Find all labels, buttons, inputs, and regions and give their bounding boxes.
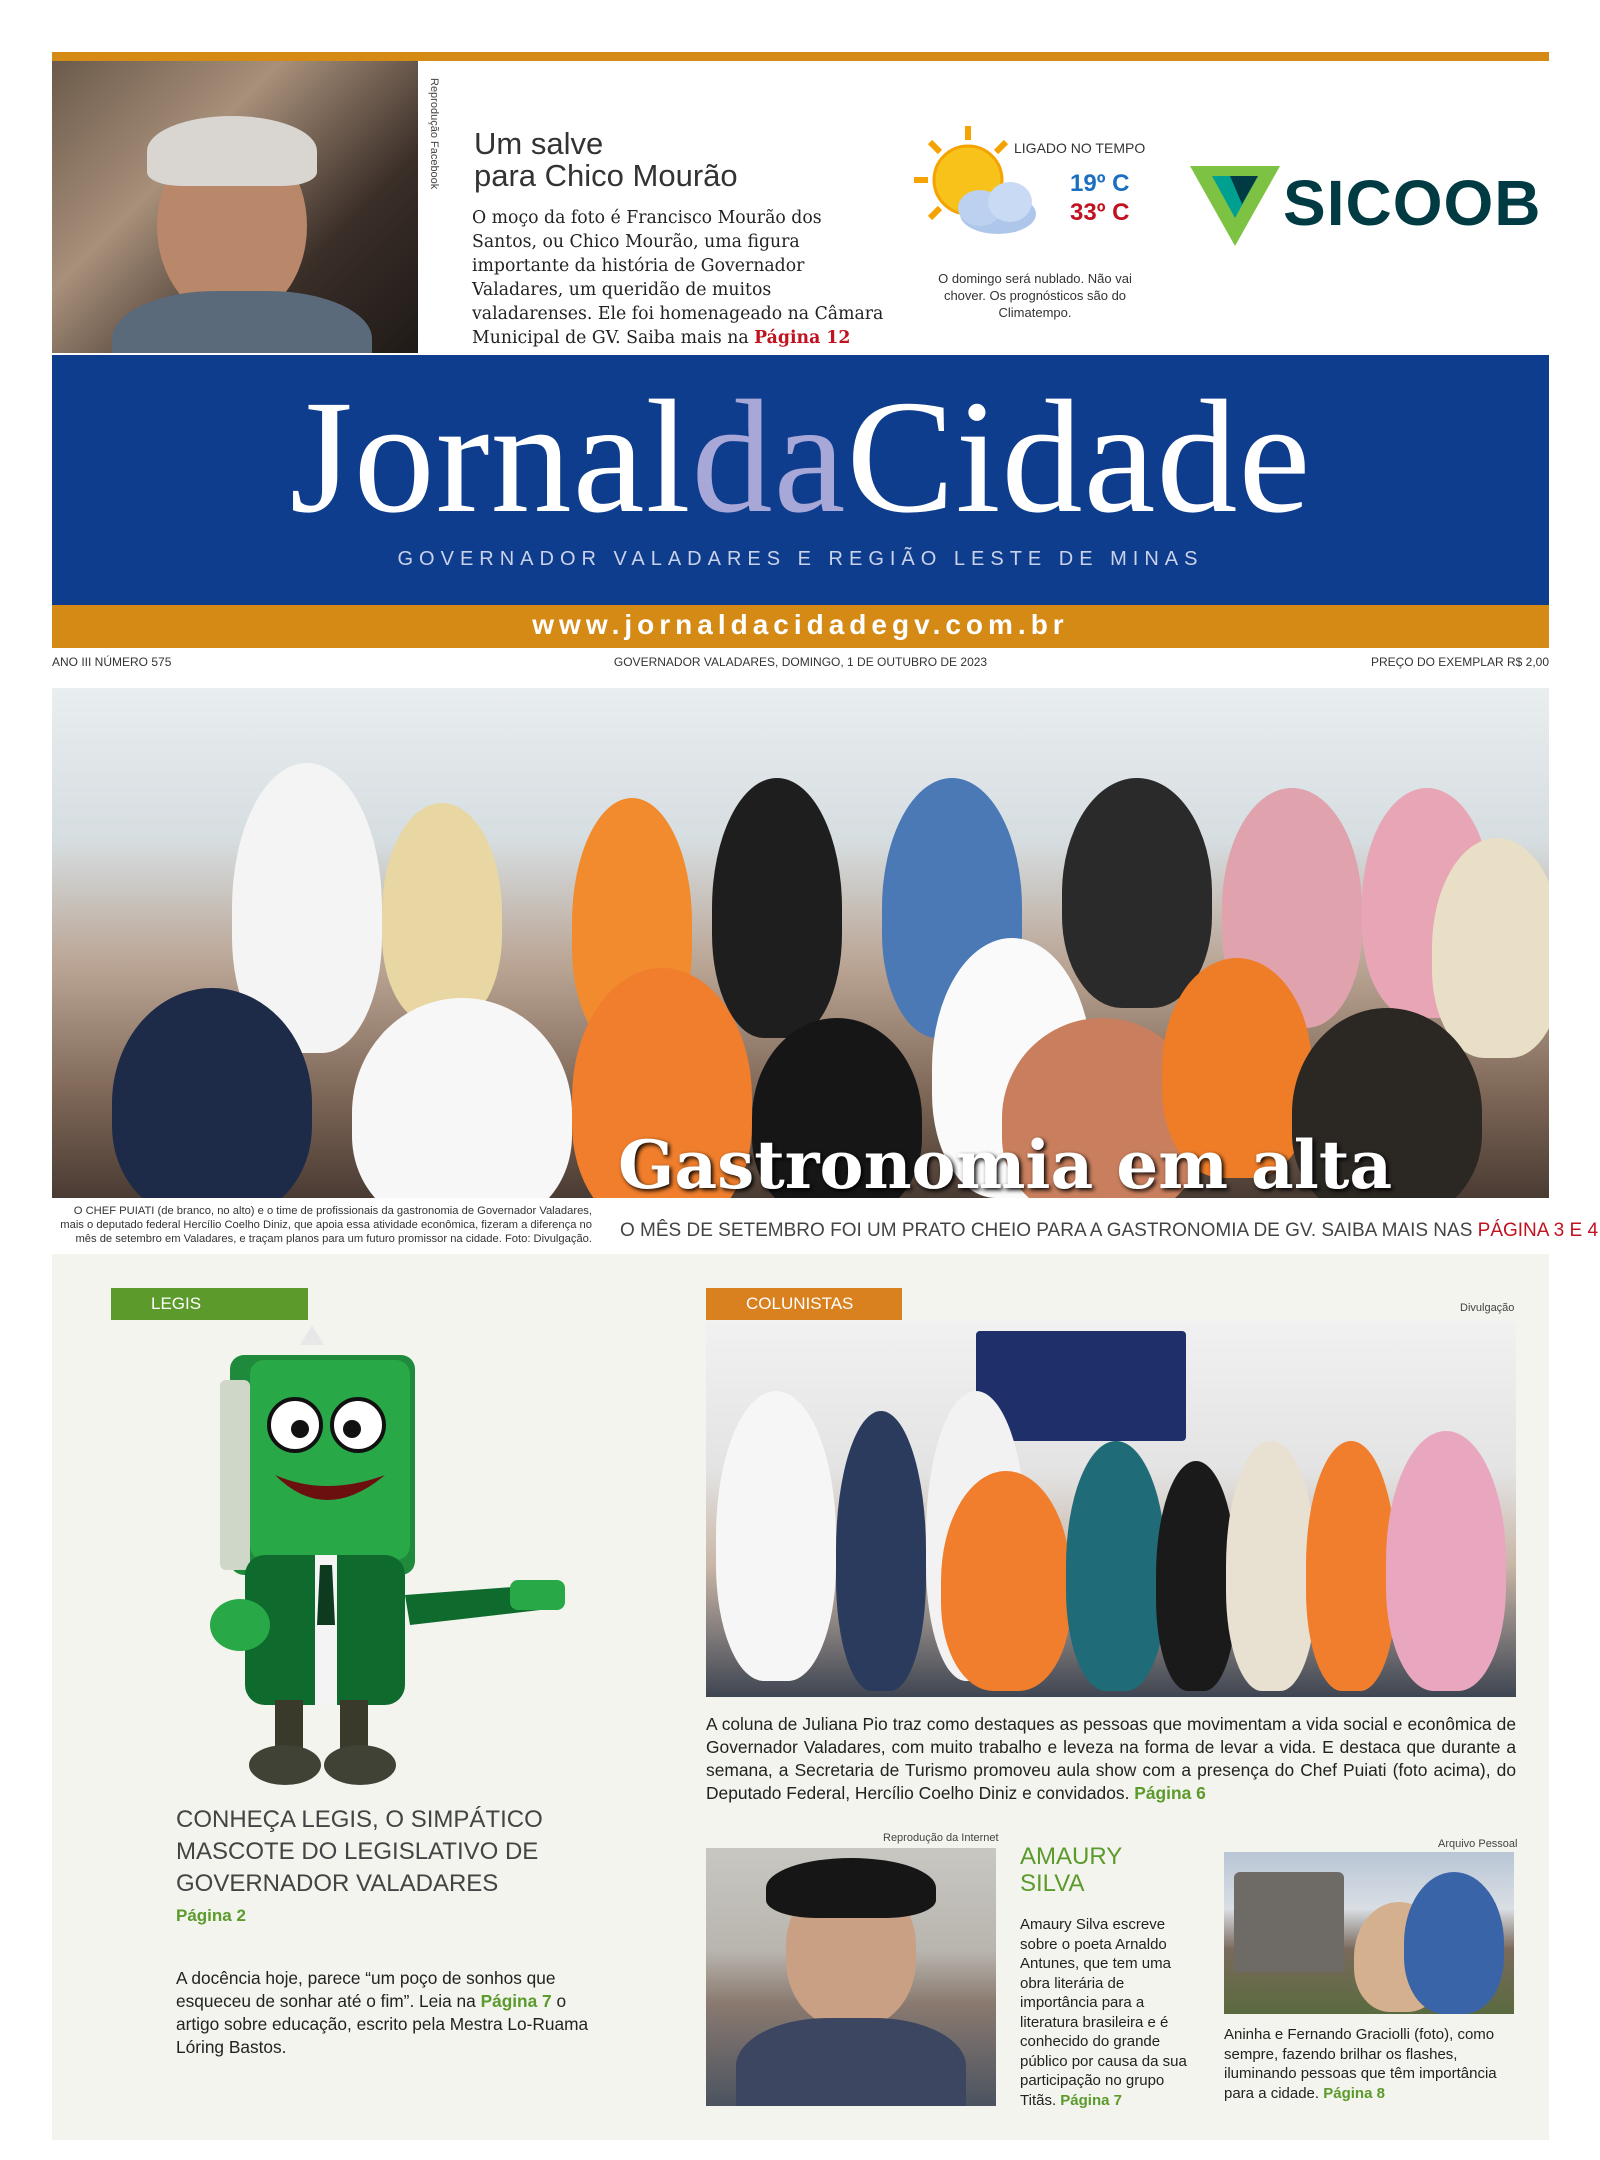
masthead-title[interactable] [52,368,1549,548]
colunistas-photo-credit: Divulgação [1460,1302,1515,1314]
legis-body-after: o artigo sobre educação, escrito pela Mestra Lo-Ruama Lóring Bastos. [176,1991,589,2057]
weather-note: O domingo será nublado. Não vai chover. Os prognósticos são do Climatempo. [938,271,1132,320]
legis-headline[interactable]: CONHEÇA LEGIS, O SIMPÁTICO MASCOTE DO LEGISLATIVO DE GOVERNADOR VALADARES [176,1806,543,1897]
story-title-line-1: Um salve [474,126,604,161]
masthead-title-cidade: Cidade [846,368,1312,547]
story-title-line-2: para Chico Mourão [474,158,738,193]
amaury-body-text: Amaury Silva escreve sobre o poeta Arnaldo Antunes, que tem uma obra literária de importância para a literatura brasileira e é conhecido do grande público por causa da sua participação no grupo Titãs. [1020,1916,1187,2109]
main-group-photo [52,688,1549,1198]
amaury-name-line-1: AMAURY [1020,1843,1123,1870]
main-photo-caption: O CHEF PUIATI (de branco, no alto) e o time de profissionais da gastronomia de Governador Valadares, mais o deputado federal Hercílio Coelho Diniz, que apoia essa atividade econômica, fizeram a diferença no mês de setembro em Valadares, e traçam planos para um futuro promissor na cidade. Foto: Divulgação. [60,1205,592,1245]
aninha-photo [1224,1852,1514,2014]
amaury-body [1020,1915,1200,2110]
photo-credit: Reprodução Facebook [428,78,440,190]
main-kicker-pages-link[interactable]: PÁGINA 3 E 4 [1477,1220,1599,1241]
amaury-page-link[interactable]: Página 7 [1060,2091,1122,2109]
amaury-photo-credit: Reprodução da Internet [883,1832,999,1844]
story-body [472,206,892,350]
price: PREÇO DO EXEMPLAR R$ 2,00 [1370,655,1549,669]
amaury-photo [706,1848,996,2106]
legis-body [176,1967,596,2059]
top-rule [52,52,1549,61]
colunistas-page-link[interactable]: Página 6 [1134,1783,1206,1803]
main-kicker-text: O MÊS DE SETEMBRO FOI UM PRATO CHEIO PARA A GASTRONOMIA DE GV. SAIBA MAIS NAS [620,1220,1473,1241]
aninha-body-text: Aninha e Fernando Graciolli (foto), como sempre, fazendo brilhar os flashes, iluminando pessoas que têm importância para a cidade. [1224,2026,1497,2102]
legis-tag: LEGIS [111,1288,308,1320]
legis-body-before: A docência hoje, parece “um poço de sonhos que esqueceu de sonhar até o fim”. Leia na [176,1968,556,2011]
aninha-page-link[interactable]: Página 8 [1323,2084,1385,2102]
place-date: GOVERNADOR VALADARES, DOMINGO, 1 DE OUTUBRO DE 2023 [613,655,988,669]
legis-body-page-link[interactable]: Página 7 [480,1991,552,2011]
amaury-name[interactable] [1020,1843,1122,1897]
colunistas-photo [706,1321,1516,1697]
aninha-body [1224,2025,1524,2103]
masthead-subtitle: GOVERNADOR VALADARES E REGIÃO LESTE DE MINAS [397,548,1204,570]
temp-max: 33º C [1070,199,1130,226]
story-page-link[interactable]: Página 12 [754,328,851,348]
colunistas-tag: COLUNISTAS [706,1288,902,1320]
story-title [474,128,894,192]
main-headline[interactable]: Gastronomia em alta [618,1126,1393,1204]
main-kicker [620,1220,1598,1242]
colunistas-body-text: A coluna de Juliana Pio traz como destaques as pessoas que movimentam a vida social e econômica de Governador Valadares, com muito trabalho e leveza na forma de levar a vida. E destaca que durante a semana, a Secretaria de Turismo promoveu aula show com a presença do Chef Puiati (foto acima), do Deputado Federal, Hercílio Coelho Diniz e convidados. [706,1714,1516,1803]
website-link[interactable]: www.jornaldacidadegv.com.br [532,609,1069,640]
chico-mourao-photo [52,61,418,353]
masthead-title-jornal: Jornal [289,368,692,547]
legis-mascot-icon [180,1325,600,1795]
masthead-title-da: da [691,368,847,547]
sicoob-logo-icon [1190,166,1280,246]
story-body-text: O moço da foto é Francisco Mourão dos Santos, ou Chico Mourão, uma figura importante da história de Governador Valadares, um queridão de muitos valadarenses. Ele foi homenageado na Câmara Municipal de GV. Saiba mais na [472,208,884,348]
weather-label: LIGADO NO TEMPO [1014,140,1146,156]
sponsor-name[interactable]: SICOOB [1283,167,1542,239]
aninha-photo-credit: Arquivo Pessoal [1438,1838,1518,1850]
temp-min: 19º C [1070,170,1130,197]
amaury-name-line-2: SILVA [1020,1870,1085,1897]
colunistas-body [706,1713,1516,1805]
legis-page-link[interactable]: Página 2 [176,1906,246,1925]
edition-number: ANO III NÚMERO 575 [52,655,172,669]
